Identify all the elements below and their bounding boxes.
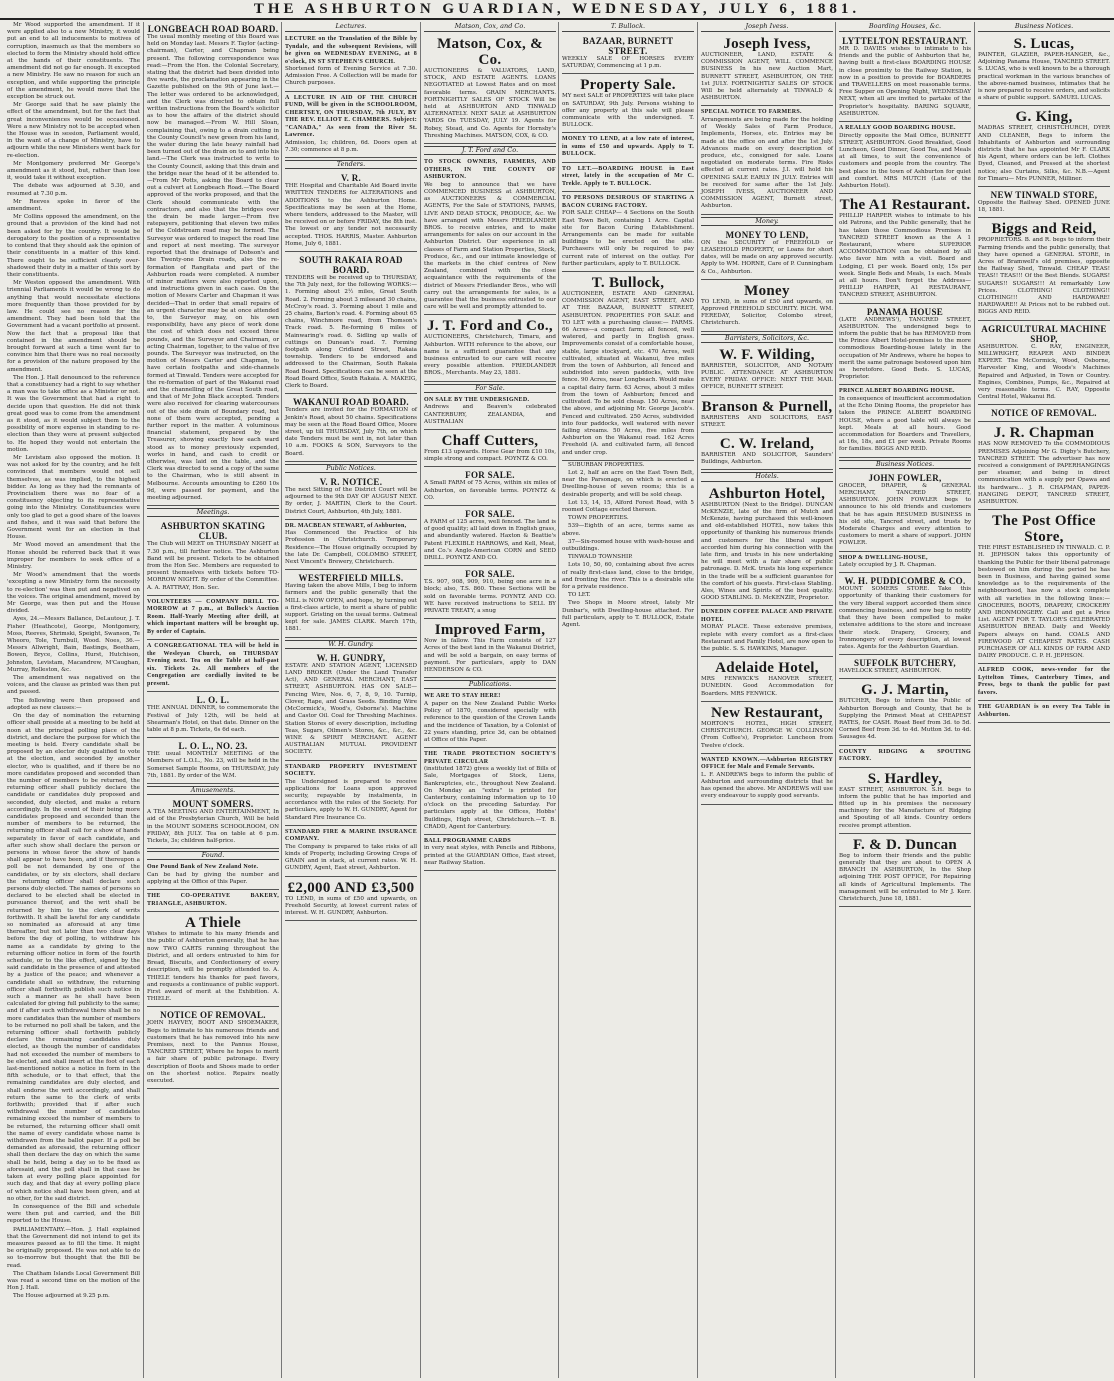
section-heading: Hotels. [701,472,833,481]
ad-heading: The Post Office Store, [992,513,1096,546]
paragraph: Lot 2, half an acre on the East Town Belt, near the Parsonage, on which is erected a Dwelling-house of seven rooms; this is a desirable property, and will be sold cheap. [562,469,694,498]
ad-heading: ALFRED COOK, news-vendor for the Lyttelton Times, Canterbury Times, and Press, begs to thank the public for past favors. [978,667,1110,696]
ad-text: (LATE ANDREWS'), TANCRED STREET, ASHBURTON. The undersigned begs to inform the public that he has REMOVED from the Prince Albert Hotel-premises to the more commodious Boarding-house lately in the occupation of Mr Andrews, where he hopes to merit the same patronage bestowed upon him as heretofore. Good Beds. S. LUCAS, Proprietor. [839,316,971,381]
ad-heading: STANDARD FIRE & MARINE INSURANCE COMPANY. [285,828,417,843]
ad-text: Andrews and Beaven's celebrated CANTERBURY, ZEALANDIA, and AUSTRALIAN [424,404,556,425]
ad-text: BARRISTER AND SOLICITOR, Saunders' Buildings, Ashburton. [701,452,833,466]
ad-text: PROPRIETORS. B. and R. begs to inform their Farming friends and the public generally, that they have opened a GENERAL STORE, in Acres of Bramwell's old premises, opposite the Railway Shed, Tinwald. CHEAP TEAS! TEAS!! TEAS!!! Of the Best Blends. SUGARS! SUGARS!! SUGARS!!! At remarkably Low Prices. CLOTHING! CLOTHING!! CLOTHING!!! AND HARDWARE! HARDWARE!! At Prices not to be rubbed out. BIGGS AND REID. [978,237,1110,316]
advertisement [701,228,833,280]
ad-heading: W. H. PUDDICOMBE & CO. [844,576,966,587]
ad-heading: A LECTURE IN AID OF THE CHURCH FUND, Will be given in the SCHOOLROOM, CHERTSEY, ON THURSDAY, 7th JULY, BY THE REV. ELLIOT E. CHAMBERS. Subject: "CANADA," As seen from the River St. Lawrence. [285,94,417,139]
advertisement [424,691,556,748]
column-4 [420,22,559,1378]
advertisement [147,693,279,738]
ad-heading: Adelaide Hotel, [715,660,819,677]
ad-text: AUCTIONEERS, Christchurch, Timaru, and Ashburton. WITH reference to the above, our name is a sufficient guarantee that any business entrusted to our care will receive every possible attention. FRIEDLANDER BROS., Merchants. May 23, 1881. [424,334,556,377]
advertisement [147,597,279,641]
ad-heading: A Thiele [185,915,241,932]
ad-heading: VOLUNTEERS — COMPANY DRILL TO-MORROW at 7 p.m., at Bullock's Auction Room. Half-Yearly Meeting after drill, at which important matters will be brought up. By order of Captain. [147,598,279,635]
ad-text: MRS FENWICK'S HANOVER STREET, DUNEDIN. Good Accommodation for Boarders. MRS FENWICK. [701,676,833,697]
section-heading: Found. [147,851,279,860]
paragraph: Mr Wood supported the amendment. If it were applied also to a new Ministry, it would put an end to all inducements to motives of corruption, inasmuch as that the members so elected to form the Ministry should hold office at the hands of their constituents. The amendment did not go far enough. It excepted a new Ministry. He saw no reason for such an exception, and while supporting the principle of the amendment, he would move that the exception be struck out. [7,22,140,101]
ad-text: THE FIRST ESTABLISHED IN TINWALD. C. P. H. JEPHSON takes this opportunity of thanking the Public for their liberal patronage bestowed on him during the period he has been in Business, and having gained some knowledge as to the requirements of the neighbourhood, has now a stock complete with all varieties in the following lines:— GROCERIES, BOOTS, DRAPERY, CROCKERY AND IRONMONGERY. Call and get a Price List. AGENT FOR T. TAYLOR'S CELEBRATED ASHBURTON BREAD. Daily and Weekly Papers always on hand. COALS AND FIREWOOD AT CHEAPEST RATES. CASH PURCHASER OF ALL KINDS OF FARM AND DAIRY PRODUCE. C. P. H. JEPHSON. [978,545,1110,660]
ad-heading: JOHN FOWLER, [868,472,942,483]
column-heading: T. Bullock. [562,22,694,32]
ad-text: JOHN HAYVEY, BOOT AND SHOEMAKER, Begs to intimate to his numerous friends and customers that he has removed into his new Premises, next to the Pannus House, TANCRED STREET, Where he hopes to merit a fair share of public patronage. Every description of Boots and Shoes made to order on the shortest notice. Repairs neatly executed. [147,1020,279,1084]
advertisement [978,34,1110,106]
advertisement [424,431,556,467]
ad-heading: PANAMA HOUSE [866,306,944,317]
advertisement [424,507,556,566]
ad-text: A TEA MEETING AND ENTERTAINMENT, In aid of the Presbyterian Church, Will be held in the MOUNT SOMERS SCHOOLROOM, ON FRIDAY, 8th JULY. Tea on table at 6 p.m. Tickets, 3s; children half-price. [147,809,279,844]
ad-text: The Undersigned is prepared to receive applications for Loans upon approved security, repayable by instalments, in accordance with the rules of the Society. For particulars, apply to W. H. GUNDRY, Agent for Standard Fire Insurance Co. [285,778,417,821]
advertisement [978,406,1110,422]
paragraph: On the day of nomination the returning officer shall preside at a meeting to be held at noon at the principal polling place of the district, and declare the purpose for which the meeting is held. Every candidate shall be proposed by an elector duly qualified to vote at the election, and seconded by another elector, who is qualified, and if there be no more candidates proposed and seconded than the number of members to be returned, the returning officer shall publicly declare the candidate or candidates duly proposed and seconded, duly elected, and make a return accordingly. In the event of their being more candidates proposed and seconded than the number of members to be returned, the returning officer shall call for a show of hands separately in favor of each candidate, and after such show shall declare the person or persons in whose favor the show of hands shall appear to have been, and if thereupon a poll be not demanded by one of the candidates, or by six electors, shall declare the returning officer shall declare such persons duly elected. The names of persons so declared to be elected shall be elected in pursuance thereof, and the writ shall be returned by him to the clerk of writs forthwith. It shall be lawful for any candidate so nominated as aforesaid at any time thereafter, but not later than two clear days before the day of polling, to withdraw his name as a candidate by giving to the returning officer notice in form of the fourth schedule, or to the like effect, signed by the said candidate in the presence of and attested by a justice of the peace; and whenever a candidate shall so withdraw, the returning officer shall forthwith publish such notice in such a manner as he shall have been calculated for giving full publicity to the same; and if after such withdrawal there shall be no more candidates than the number of members to be returned no poll shall be taken, and the returning officer shall forthwith publicly declare the remaining candidates duly elected, as though the number of candidates had not exceeded the number of members to be elected, and shall insert at the foot of each last-mentioned notice a notice in form in the fifth schedule, or to that effect, that the remaining candidates are duly elected, and shall endorse the writ accordingly, and shall return the same to the clerk of writs forthwith; provided that if after such withdrawal the number of candidates remaining exceed the number of members to be returned, the returning officer shall omit the name of every candidate whose name is withdrawn from the ballot paper. If a poll be demanded as aforesaid, the returning officer shall then declare the day on which the same shall be held, being a day so to be fixed as aforesaid, and the poll shall in that case be taken at every polling place appointed for such day, and that day at every polling place of which notice shall have been given, and at no other, for the said district. [7,713,140,1202]
advertisement [147,862,279,890]
ad-text: Lately occupied by J. R. Chapman. [839,562,937,569]
paragraph: TO LET. [568,592,591,599]
ad-heading: DR. MACBEAN STEWART, of Ashburton, [285,522,407,529]
paragraph: The Hon. J. Hall denounced to the reference that a constituency had a right to say whether a man was to take office as a Minister or not. It was the Government that had a right to decide upon that question. He did not think great good was to come from the amendment as it stood, as it would subject them to the possibility of more expense in standing to re-election than they were at present subjected to. He hoped they would not entertain the motion. [7,374,140,453]
ad-text: TO LEND, in sums of £50 and upwards, on Freehold Security, at lowest current rates of interest. W. H. GUNDRY, Ashburton. [285,895,417,916]
advertisement [562,34,694,74]
ad-text: THE ANNUAL DINNER, to commemorate the Festival of July 12th, will be held at Shearman's Hotel, on that date. Dinner on the table at 8 p.m. Tickets, 6s 6d each. [147,705,279,733]
column-5 [558,22,697,1378]
advertisement [978,107,1110,187]
ad-text: WEEKLY SALE OF HORSES EVERY SATURDAY, Commencing at 1 p.m. [562,56,694,70]
ad-heading: WESTERFIELD MILLS. [298,573,404,584]
advertisement [285,171,417,252]
paragraph: Mr Reeves spoke in favor of the amendment. [7,198,140,213]
ad-heading: MONEY TO LEND, [725,229,809,240]
advertisement [978,423,1110,510]
paragraph: Two Shops in Moore street, lately Mr Dunbar's, with Dwelling-house attached. For full particulars, apply to T. BULLOCK, Estate Agent. [562,600,694,628]
paragraph: Mr Wood's amendment that the words 'excepting a new Ministry form the necessity to re-election' was then put and negatived on the voices. The original amendment, moved by Mr George, was then put and the House divided. [7,572,140,615]
ad-heading: Branson & Purnell, [701,398,833,415]
ad-heading: THE TRADE PROTECTION SOCIETY'S PRIVATE CIRCULAR [424,751,556,765]
ad-heading: LYTTELTON RESTAURANT. [842,36,968,46]
ad-heading: WANTED KNOWN.—Ashburton REGISTRY OFFICE for Male and Female Servants. [701,756,833,771]
advertisement [285,395,417,461]
advertisement [424,468,556,506]
ad-heading: Money [744,282,790,299]
ad-heading: THE CO-OPERATIVE BAKERY, TRIANGLE, ASHBURTON. [147,893,279,907]
advertisement [424,157,556,315]
paragraph: TOWN PROPERTIES. [568,515,629,522]
advertisement [285,93,417,158]
paragraph: Mr Levistam also opposed the motion. It was not asked for by the country, and he felt convinced that members would not sell themselves, as was implied, to the highest bidder. As long as they had the remnants of Provincialism there was no fear of a constituency objecting to its representative going into the Ministry. Constituencies were only too glad to get a good share of the loaves and fishes, and it was said that before the Government went for an election in that House. [7,454,140,541]
ad-text: Beg to inform their friends and the public generally that they are about to OPEN A BRANCH IN ASHBURTON, In the Shop adjoining THE POST OFFICE, For Repairing all kinds of Agricultural Implements. The management will be entrusted to Mr J. Kerr. Christchurch, June 18, 1881. [839,852,971,902]
ad-heading: £2,000 AND £3,500 [287,879,415,896]
ad-text: Directly opposite the Mail Office, BURNETT STREET, ASHBURTON. Good Breakfast, Good Luncheon, Good Dinner, Good Tea, and Meals at all times, to suit the convenience of customers and people from the country. The best place in the town of Ashburton for quiet and comfort. MRS MUTCH (Late of the Ashburton Hotel). [839,132,971,189]
ad-heading: COUNTY RIDGING & SPOUTING FACTORY. [839,748,971,763]
advertisement [839,305,971,386]
advertisement [701,755,833,805]
ad-heading: Chaff Cutters, [441,432,539,449]
ad-heading: BALL PROGRAMME CARDS [424,837,512,844]
ad-heading: STANDARD PROPERTY INVESTMENT SOCIETY. [285,763,417,778]
paragraph: The House adjourned at 9.25 p.m. [13,1293,110,1300]
ad-heading: BAZAAR, BURNETT STREET. [582,36,674,56]
ad-heading: SUFFOLK BUTCHERY, [854,658,956,669]
advertisement [285,878,417,922]
column-heading: Matson, Cox, and Co. [424,22,556,32]
section-heading: Tenders. [285,160,417,169]
ad-text: THE usual MONTHLY MEETING of the Members of L.O.L., No. 23, will be held in the Somerset Sample Rooms, on THURSDAY, July 7th, 1881. By order of the W.M. [147,751,279,779]
section-heading: Publications. [424,680,556,689]
ad-heading: Improved Farm, [434,622,546,639]
ad-text: HAVELOCK STREET, ASHBURTON. [839,668,942,675]
ad-heading: PRINCE ALBERT BOARDING HOUSE. [839,388,955,395]
column-heading: Business Notices. [978,22,1110,32]
ad-heading: C. W. Ireland, [719,436,815,453]
ad-text: A Small FARM of 75 Acres, within six miles of Ashburton, on favorable terms. POYNTZ & CO. [424,480,556,501]
advertisement [701,607,833,657]
ad-heading: ON SALE BY THE UNDERSIGNED. [424,396,530,403]
ad-text: Arrangements are being made for the holding of Weekly Sales of Farm Produce, Implements, Horses, etc. Entries may be made at the office on and after the 1st July. Advances made on every description of produce, etc., consigned for sale. Loans negotiated on moderate terms. Fire Risks effected at current rates. J.I. will hold his OPENING SALE EARLY IN JULY. Entries will be received for same after the 1st July. JOSEPH IVESS, AUCTIONEER AND COMMISSION AGENT, Burnett street, Ashburton. [701,116,833,210]
ad-text: A FARM of 125 acres, well fenced. The land is of good quality; all laid down in English grass, and abundantly watered. Haxton & Beattie's Patent FLEXIBLE HARROWS, and Kell, Meat, and Co.'s Anglo-American CORN and SEED DRILL. POYNTZ AND CO. [424,518,556,561]
advertisement [562,134,694,163]
ad-text: PAINTER, GLAZIER, PAPER-HANGER, &c., Adjoining Panama House, TANCRED STREET. S. LUCAS, who is well known to be a thorough practical workman in the various branches of the above-named business, intimates that he is now prepared to receive orders, and solicits a share of public support. SAMUEL LUCAS. [978,52,1110,102]
ad-heading: A REALLY GOOD BOARDING HOUSE. [839,125,956,132]
paragraph: Mr Wood moved an amendment that the Honse should be referred back that it was improper for members to seek office of a Ministry. [7,542,140,571]
advertisement [285,475,417,520]
ad-text: ESTATE AND STATION AGENT, LICENSED LAND BROKER (Under the Land Transfer Act), AND GENERAL MERCHANT, EAST STREET, ASHBURTON. HAS ON SALE— Fencing Wire, Nos. 6, 7, 8, 9, 10. Turnip, Clover, Rape, and Grass Seeds. Binding Wire (McCormick's, Wood's, Osborne's). Machine and Castor Oil. Coal for Threshing Machines. Station Stores of every description, including Teas, Sugars, Oilmen's Stores, &c., &c., &c. WINE & SPIRIT MERCHANT. AGENT AUSTRALIAN MUTUAL PROVIDENT SOCIETY. [285,662,417,756]
ad-heading: LONGBEACH ROAD BOARD. [147,24,279,34]
paragraph: 539—Eighth of an acre, terms same as above. [562,523,694,537]
ad-heading: DUNEDIN COFFEE PALACE AND PRIVATE HOTEL [701,609,833,623]
paragraph: The Chatham Islands Local Government Bill was read a second time on the motion of the Hon J. Hall. [7,1270,140,1292]
ad-heading: TO LET.—BOARDING HOUSE in East street, lately in the occupation of Mr C. Trekle. Apply to T. BULLOCK. [562,165,694,187]
ad-text: Has Commenced the Practice of his Profession in Christchurch. Temporary Residence—The House originally occupied by the late Dr. Campbell, COLOMBO STREET, Next Vincent's Brewery, Christchurch. [285,530,417,566]
ad-text: MORAY PLACE. These extensive premises, replete with every comfort as a first-class Restaurant and Family Hotel, are now open to the public. S. S. HAWKINS, Manager. [701,624,833,653]
section-heading: J. T. Ford and Co. [424,146,556,155]
advertisement [147,739,279,784]
advertisement [285,762,417,826]
column-3 [281,22,420,1378]
ad-text: From £13 upwards. Horse Gear from £10 10s, simple strong and compact. POYNTZ & CO. [424,448,556,463]
advertisement [839,680,971,745]
ad-text: The usual monthly meeting of this Board was held on Monday last. Messrs F. Taylor (acting-chairman), Carter, and Chapman being present. The following correspondence was read:—From the Hon. the Colonial Secretary, stating that the district had been divided into five wards, the proclamation appearing in the Gazette published on the 9th of June last.—The letter was ordered to be acknowledged, and the Clerk was directed to obtain full written instructions from the Board's solicitor as to how the affairs of the district should now be managed.—From W. Hill Sloan, complaining that, owing to a drain cutting in the County Council's new green from his land, the water during the late heavy rainfall had been turned out of the drain on to and into his land.—The Clerk was instructed to write to the County Council, asking that this drain and the bridge near the head of it be attended to.—From Mr Potts, asking the Board to clear out a culvert at Longbeach Road.—The Board approved of the works proposed, and that the Clerk should communicate with the contractors, and also that the bridges over the drain be made larger.—From five ratepayers, petitioning that eleven two miles of the Coldstream road may be formed. The Surveyor was ordered to inspect the road line and report at next meeting. The surveyor reported that the drainage of Dobson's and the Twenty-one Drain roads, also the re-formation of Rangitata and part of the Ashburton roads were completed. A number of minor matters were also reported upon, and instructions given in each case. On the motion of Messrs Carter and Chapman it was decided—That in order that small repairs of an urgent character may be at once attended to, the Surveyor may, on his own responsibility, have any piece of work done the cost of which does not exceed three pounds, and the Surveyor and Chairman, or acting Chairman, together, to the value of five pounds. The Surveyor was instructed, on the motion of Messrs Carter and Chapman, to have certain footpaths and side-channels formed at Tinwald. Tenders were accepted for the re-formation of part of the Wakanui road and the channelling of the Great South road, and that of Mr John Black accepted. Tenders were also received for clearing watercourses out of the side drain of Boundary road, but none of them were accepted, pending a further report in the matter. A voluminous financial statement, prepared by the Treasurer, showing exactly how each ward stood as to money previously expended, works in hand, and cash to credit or otherwise, was laid on the table, and the Clerk was directed to send a copy of the same to the Chairman, who is still absent in Melbourne. Accounts amounting to £260 10s 9d, were passed for payment, and the meeting adjourned. [147,34,279,501]
ad-text: MORTON'S HOTEL, HIGH STREET, CHRISTCHURCH. GEORGE W. COLLINSON (From Coffee's), Proprietor. Luncheon from Twelve o'clock. [701,720,833,749]
ad-heading: Joseph Ivess, [723,36,811,52]
ad-heading: Biggs and Reid, [991,221,1097,238]
paragraph: The debate was adjourned at 5.30, and resumed at 7.30 p.m. [7,183,140,197]
ad-heading: NOTICE OF REMOVAL. [991,408,1097,419]
ad-heading: New Restaurant, [711,704,823,721]
ad-heading: V. R. NOTICE. [319,476,383,487]
advertisement [839,195,971,303]
advertisement [701,107,833,214]
ad-heading: SPECIAL NOTICE TO FARMERS. [701,109,802,116]
paragraph: Mr Montgomery preferred Mr George's amendment as it stood, but, rather than lose it, would take it without exception. [7,160,140,182]
advertisement [978,188,1110,218]
paragraph: Lot 13, 14, 15, Alford Forest Road, with 5 roomed Cottage erected thereon. [562,499,694,513]
ad-text: In consequence of insufficient accommodation at the Echo Dining Rooms, the proprietor has taken the PRINCE ALBERT BOARDING HOUSE, where a good table will always be kept. Meals at all hours. Good accommodation for Boarders and Travellers, at 16s, 18s, and £1 per week. Private Rooms for families. BIGGS AND REID. [839,395,971,453]
paragraph: Mr George said that he saw plainly the effect of the amendment, but for the fact that great inconveniences would be occasioned. Were a new Ministry not to be accepted when the House was in session, Parliament would, in the want of a change of Ministry, have to adjourn while the new Ministers went back for re-election. [7,102,140,159]
ad-text: BUTCHER, Begs to inform the Public of Ashburton Borough and County, that he is Supplying the Primest Meat at CHEAPEST RATES, for CASH. Roast Beef from 3d. to 5d. Corned Beef from 3d. to 4d. Mutton 3d. to 4d. Sausages 4d. [839,698,971,741]
ad-heading: G. King, [1015,109,1073,126]
paragraph: SUBURBAN PROPERTIES. [568,461,645,468]
ad-text: Wishes to intimate to his many friends and the public of Ashburton generally, that he has now TWO CARTS running throughout the District, and all orders entrusted to him for Bread, Biscuits, and Confectionery of every description, will be promptly attended to. A. THIELE tenders his thanks for past favors, and requests a continuance of public support. First award of merit at the Exhibition. A. THIELE. [147,931,279,1003]
paragraph: Mr Collins opposed the amendment, on the ground that a provision of the kind had not been asked for by the country. It would be derogatory to the position of a representative to contend that they should ask the opinion of their constituents in a matter of this kind. There ought to be sufficient clearly over-shadowed their duty in a matter of this sort by their constituents. [7,214,140,278]
paragraph: Mr Weston opposed the amendment. With triennial Parliaments it would be wrong to do anything that would necessitate elections more frequently than those provided for by law. He could see no reason for the amendment. They had been told that the Government had a vacant portfolio at present. Now the fact that a proposal like that contained in the amendment should be brought forward at such a time went far to convince him that there was no real necessity for a provision of the nature proposed by the amendment. [7,280,140,373]
advertisement [701,658,833,702]
ad-text: A paper on the New Zealand Public Works Policy of 1870, considered specially with reference to the question of the Crown Lands and the incidence of Taxation, by a Colonist of 22 years standing, price 3d, can be obtained at Office of this Paper. [424,700,556,743]
paragraph: Ayes, 24.—Messrs Ballance, DeLautour, J. T. Fisher (Heathcote), George, Montgomery, Moss, Reeves, Shrimski, Speight, Swanson, Te Wheoro, Tole, Turnbull, Wood. Noes, 36.—Messrs Allwright, Bain, Bastings, Beetham, Bowen, Bryce, Collins, Hurst, Hutchison, Johnston, Levistam, Macandrew, M'Caughan, Murray, Rolleston, &c. [7,616,140,673]
paragraph: PARLIAMENTARY.—Hon. J. Hall explained that the Government did not intend to get its measures passed as to fill the time. It might be originally proposed. He was not able to do so to-morrow but thought that the Bill be read. [7,1226,140,1269]
ad-heading: MOUNT SOMERS. [172,799,254,810]
advertisement [701,345,833,396]
ad-heading: TO STOCK OWNERS, FARMERS, AND OTHERS, IN THE COUNTY OF ASHBURTON. [424,159,556,181]
ad-heading: NEW TINWALD STORE, [990,190,1098,201]
ad-heading: J. T. Ford and Co., [426,318,553,335]
advertisement [424,836,556,871]
ad-heading: MONEY TO LEND, at a low rate of interest, in sums of £50 and upwards. Apply to T. BULLOCK. [562,136,694,158]
ad-text: TO LEND, in sums of £50 and upwards, on Approved FREEHOLD SECURITY. RICH. WM. FEREDAY, Solicitor, Colombo street, Christchurch. [701,298,833,327]
ad-text: Shortened form of Evening Service at 7.30. Admission Free. A Collection will be made for Church purposes. [285,66,417,87]
advertisement [839,34,971,122]
section-heading: Barristers, Solicitors, &c. [701,334,833,343]
section-heading: For Sale. [424,384,556,393]
column-7 [835,22,974,1378]
ad-text: MR D. DAVIES wishes to intimate to his friends and the public of Ashburton that he, having built a first-class BOARDING HOUSE in close proximity to the Railway Station, is now in a position to provide for BOARDERS and TRAVELLERS on most reasonable terms. Free Supper on Opening Night, WEDNESDAY NEXT, when all are invited to partake of the Proprietor's hospitality. BARING SQUARE, ASHBURTON. [839,46,971,117]
ad-heading: WE ARE TO STAY HERE! [424,693,501,700]
ad-text: AUCTIONEER, LAND, ESTATE & COMMISSION AGENT, WILL COMMENCE BUSINESS In his new Auction Mart, BURNETT STREET, ASHBURTON, ON THE 1st JULY. FORTNIGHTLY SALES OF STOCK Will be held alternately at TINWALD & ASHBURTON. [701,52,833,102]
ad-text: BARRISTER, SOLICITOR, AND NOTARY PUBLIC. ATTENDANCE AT ASHBURTON EVERY FRIDAY. OFFICE: NEXT THE MAIL OFFICE, BURNETT STREET. [701,362,833,391]
ad-heading: SHOP & DWELLING-HOUSE, [839,554,928,561]
ad-heading: S. Lucas, [1013,36,1075,52]
advertisement [839,769,971,834]
ad-heading: L. O. L., NO. 23. [178,741,248,752]
ad-heading: One Pound Bank of New Zealand Note. [147,864,259,871]
advertisement [424,749,556,835]
ad-text: in very neat styles, with Pencils and Ribbons, printed at the GUARDIAN Office, East street, near Railway Station. [424,845,556,866]
advertisement [147,519,279,595]
ad-text: BARRISTERS AND SOLICITORS, EAST STREET. [701,414,833,428]
advertisement [147,797,279,849]
column-heading: Joseph Ivess. [701,22,833,32]
advertisement [285,571,417,637]
ad-heading: THE GUARDIAN is on every Tea Table in Ashburton. [978,704,1110,718]
ad-text: Having taken the above Mills, I beg to inform farmers and the public generally that the MILL is NOW OPEN, and hope, by turning out a first-class article, to merit a share of public support. Gristing on the usual terms. Oatmeal kept for sale. JAMES CLARK. March 17th, 1881. [285,583,417,633]
advertisement [839,123,971,194]
section-heading: Public Notices. [285,464,417,473]
ad-text: PHILLIP HARPER wishes to intimate to his old Patrons, and the Public generally, that he has taken those Commodious Premises in TANCRED STREET known as the A 1 Restaurant, where SUPERIOR ACCOMMODATION can be obtained by all who favor him with a visit. Board and Lodging, £1 per week. Board only, 15s per week. Single Beds and Meals, 1s each. Meals at all hours. Don't forget the Address— PHILLIP HARPER, A1 RESTAURANT, TANCRED STREET, ASHBURTON. [839,213,971,299]
advertisement [562,75,694,133]
ad-text: ASHBURTON. C. RAY, ENGINEER, MILLWRIGHT, REAPER AND BINDER EXPERT. The McCormick, Wood, Osborne, Harvester King, and Woods's Machines Repaired and Adjusted, in Town or Country. Engines, Combines, Pumps, &c., Repaired at very reasonable terms. C. RAY, Opposite Central Hotel, Wakanui Rd. [978,343,1110,401]
article-body [562,462,694,629]
section-heading: Business Notices. [839,460,971,469]
advertisement [701,281,833,332]
ad-heading: A CONGREGATIONAL TEA will be held in the Wesleyan Church, on THURSDAY Evening next. Tea on the Table at half-past six. Tickets 2s. All members of the Congregation are cordially invited to be present. [147,643,279,687]
advertisement [701,484,833,607]
column-6 [697,22,836,1378]
ad-heading: Matson, Cox, & Co. [437,36,543,68]
ad-text: The Club will MEET on THURSDAY NIGHT at 7.30 p.m., till further notice. The Ashburton Band will be present. Tickets to be obtained from the Hon Sec. Members are requested to present themselves with tickets before TO-MORROW NIGHT. By order of the Committee. A. A. RATTRAY, Hon. Sec. [147,541,279,591]
ad-heading: FOR SALE. [465,508,515,519]
article-body [7,22,140,1301]
advertisement [839,574,971,655]
ad-heading: J. R. Chapman [993,425,1095,442]
advertisement [562,164,694,193]
section-heading: Amusements. [147,786,279,795]
ad-text: Tenders are invited for the FORMATION of Jenkin's Road, about 50 chains. Specifications may be seen at the Road Board Office, Moore street, up till THURSDAY, July 7th, on which date Tenders must be sent in, not later than 10 a.m. FOOKS & SON, Surveyors to the Board. [285,407,417,457]
ad-text: ASHBURTON (Next to the Bridge). DUNCAN McKENZIE, late of the firm of Mutch and McKenzie, having purchased this well-known and old-established HOTEL, now takes this opportunity of thanking his numerous friends and customers for the liberal support accorded him during his connection with the late firm, and trusts in his new undertaking he will meet with a fair share of public patronage. D. McK. trusts his long experience in the trade will be a sufficient guarantee for the comfort of his guests. First-class Stabling. Ales, Wines and Spirits of the best quality. GOOD STABLING. D. McKENZIE, Proprietor. [701,501,833,602]
ad-heading: FOR SALE. [465,470,515,481]
ad-heading: T. Bullock, [591,275,665,292]
advertisement [978,322,1110,406]
column-heading: Boarding Houses, &c. [839,22,971,32]
advertisement [839,553,971,574]
ad-heading: S. Hardley, [867,770,943,787]
advertisement [562,193,694,272]
advertisement [424,34,556,144]
ad-heading: W. H. GUNDRY, [316,652,386,663]
ad-heading: L. O. L. [196,695,230,706]
column-1 [4,22,143,1378]
ad-text: AUCTIONEER, ESTATE AND GENERAL COMMISSION AGENT, EAST STREET, AND AT THE BAZAAR, BURNETT STREET, ASHBURTON. PROPERTIES FOR SALE and TO LET with a purchasing clause:— FARMS. 66 Acres—a compact farm; all fenced, well watered, and partly in English grass. Improvements consist of a comfortable house, stable, large stockyard, etc. 470 Acres, well cultivated, situated at Wakanui, five miles from the town of Ashburton, all fenced and subdivided into seven paddocks, with live fence. 90 Acres, near Longbeach. Would make a capital dairy farm. 63 Acres, about 3 miles from the town of Ashburton; fenced and cultivated. To be sold cheap. 150 Acres, near the above, and adjoining Mr. George Jacob's. Fenced and cultivated. 250 Acres, subdivided into four paddocks, well watered with never failing streams. 50 Acres, five miles from Ashburton on the Wakanui road. 162 Acres Freehold (A. and cultivated farm, all fenced and under crop. [562,291,694,456]
masthead: THE ASHBURTON GUARDIAN, WEDNESDAY, JULY 6, 1881. [0,0,1114,20]
ad-text: GROCER, DRAPER, & GENERAL MERCHANT, TANCRED STREET, ASHBURTON. JOHN FOWLER begs to announce to his old friends and customers that he has again RESUMED BUSINESS in his old site, Tancred street, and trusts by Moderate Charges and every attention to customers to merit a share of support. JOHN FOWLER. [839,482,971,547]
newspaper-columns [4,22,1112,1378]
ad-text: (instituted 1872) gives a weekly list of Bills of Sale, Mortgages of Stock, Liens, Bankruptcies, etc., throughout New Zealand. On Monday an "extra" is printed for Canterbury, containing information up to 10 o'clock on the preceding Saturday. For particulars apply at the Offices, Hobbs' Buildings, High street, Christchurch.—T. B. CRADD, Agent for Canterbury. [424,766,556,830]
advertisement [701,703,833,754]
column-2 [143,22,282,1378]
advertisement [147,22,279,506]
advertisement [285,827,417,877]
ad-text: MY next SALE of PROPERTIES will take place on SATURDAY, 9th July. Persons wishing to offer any property at this sale will please communicate with the undersigned. T. BULLOCK. [562,93,694,129]
ad-heading: SOUTH RAKAIA ROAD BOARD. [299,255,403,276]
advertisement [562,273,694,461]
advertisement [147,891,279,912]
advertisement [978,511,1110,664]
ad-text: Opposite the Railway Shed. OPENED JUNE 18, 1881. [978,200,1110,214]
advertisement [424,395,556,430]
ad-heading: F. & D. Duncan [852,836,958,853]
ad-heading: V. R. [340,173,362,184]
ad-text: ON the SECURITY of FREEHOLD or LEASEHOLD PROPERTY, or Loans for short dates, will be made on any approved security. Apply to WM. HORNE, Care of P. Cunningham & Co., Ashburton. [701,239,833,275]
advertisement [701,397,833,433]
ad-text: TENDERS will be received up to THURSDAY, the 7th July next, for the following WORKS:— 1. Forming about 2½ miles, Great South Road. 2. Forming about 3 mileeand 30 chains, McCroy's road. 3. Forming about 1 mile and 25 chains, Barton's road. 4. Forming about 65 chains, Winchmore road, from Thomson's Track road. 5. Re-forming 6 miles of Mainwaring's road. 6. Sidling up walls of cuttings on Dunean's road. 7. Forming footpath along Cridland Street, Rakaia township. Tenders to be endorsed and addressed to the Chairman, South Rakaia Road Board. Specifications can be seen at the Road Board Office, South Rakaia. A. MAKEIG, Clerk to Board. [285,275,417,390]
ad-text: THE Hospital and Charitable Aid Board invite WRITTEN TENDERS for ALTERATIONS and ADDITIONS to the Ashburton Home. Specifications may be seen at the Home, where tenders, addressed to the Master, will be received on or before FRIDAY, the 8th inst. The lowest or any tender not necessarily accepted. THOS. HARRIS, Master. Ashburton Home, July 6, 1881. [285,183,417,247]
ad-heading: WAKANUI ROAD BOARD. [293,397,409,408]
ad-heading: FOR SALE. [465,569,515,580]
ad-heading: AGRICULTURAL MACHINE SHOP, [981,323,1107,344]
ad-text: FOR SALE CHEAP— 4 Sections on the South East Town Belt, containing 1 Acre. Capital site for Bacon Curing Establishment. Arrangements can be made for suitable buildings to be erected on the site. Purchasers will only be required to pay current rate of interest on the outlay. For further particulars, apply to T. BULLOCK. [562,210,694,267]
ad-heading: Ashburton Hotel, [708,485,826,502]
ad-text: MOUNT SOMERS STORE. Take this opportunity of thanking their customers for the very liberal support accorded them since commencing business, and now beg to notify that they have been compelled to make extensive additions to the store and increase their stock. Drapery, Grocery, and Ironmongery of every description, at lowest rates. Agents for the Ashburton Guardian. [839,586,971,650]
ad-text: Admission, 1s; children, 6d. Doors open at 7.30; commence at 8 p.m. [285,139,417,153]
advertisement [285,521,417,571]
advertisement [285,253,417,394]
ad-heading: G. J. Martin, [861,682,949,699]
advertisement [978,702,1110,723]
ad-heading: NOTICE OF REMOVAL. [160,1010,266,1021]
advertisement [147,1008,279,1089]
section-heading: Meetings. [147,508,279,517]
advertisement [978,219,1110,320]
ad-text: T.S. 907, 908, 909, 910, being one acre in a block; also, T.S. 860. These Sections will be sold on favorable terms. POYNTZ AND CO. WE have received instructions to SELL BY PRIVATE TREATY, a snug [424,579,556,614]
advertisement [701,434,833,470]
ad-heading: The A1 Restaurant. [839,197,971,214]
advertisement [978,665,1110,701]
paragraph: The following were then proposed and adopted as new clauses:— [7,697,140,711]
section-heading: W. H. Gundry. [285,640,417,649]
ad-text: The Company is prepared to take risks of all kinds of Property, including Growing Crops of GRAIN and in stack, at current rates. W. H. GUNDRY, Agent, East street, Ashburton. [285,843,417,872]
ad-text: MADRAS STREET, CHRISTCHURCH, DYER AND CLEANER, Begs to inform the Inhabitants of Ashburton and surrounding districts that he has appointed Mr F. CLARK his Agent, where orders can be left. Clothes Dyed, Cleaned, and Pressed at the shortest notice; also Curtains, Silks, &c. N.B.—Agent for Timaru— Mrs PUNNER, Milliner. [978,125,1110,182]
advertisement [839,386,971,457]
ad-text: The next Sitting of the District Court will be adjourned to the 9th DAY OF AUGUST NEXT. By order, J. MARTIN, Clerk to the Court. District Court, Ashburton, 4th July, 1881. [285,486,417,515]
paragraph: In consequence of the Bill and schedule were then put and carried, and the Bill reported to the House. [7,1203,140,1225]
ad-heading: W. F. Wilding, [719,346,815,363]
advertisement [285,34,417,92]
paragraph: The amendment was negatived on the voices, and the clause as printed was then put and passed. [7,675,140,696]
ad-text: Can be had by giving the number and applying at the Office of this Paper. [147,871,279,886]
column-8 [974,22,1113,1378]
advertisement [147,913,279,1007]
advertisement [285,651,417,761]
paragraph: TINWALD TOWNSHIP. [568,554,633,561]
ad-heading: LECTURE on the Translation of the Bible by Tyndale, and the subsequent Revisions, will be given on WEDNESDAY EVENING, at 8 o'clock, IN ST STEPHEN'S CHURCH. [285,36,417,65]
paragraph: Lots 10, 50, 60, containing about five acres of really first-class land, close to the bridge, and fronting the river. This is a desirable site for a private residence. [562,562,694,590]
advertisement [424,316,556,381]
ad-heading: Property Sale. [580,77,676,94]
ad-text: Now in fallow. This Farm consists of 127 Acres of the best land in the Wakanui District, and will be sold a bargain, on easy terms of payment. For particulars, apply to DAN HENDERSON & CO. [424,638,556,673]
advertisement [839,747,971,768]
ad-heading: TO PERSONS DESIROUS OF STARTING A BACON CURING FACTORY. [562,195,694,209]
ad-text: We beg to announce that we have COMMENCED BUSINESS at ASHBURTON, as AUCTIONEERS & COMMERCIAL AGENTS, For the Sale of STATIONS, FARMS, LIVE AND DEAD STOCK, PRODUCE, &c. We have arranged with Messrs FRIEDLANDER BROS. to receive entries, and to make arrangements for sales on our account in the Ashburton District. Our experience in all classes of Farm and Station Properties, Stock, Produce, &c., and our intimate knowledge of the markets in the chief centres of New Zealand, combined with the close acquaintance with the requirements of the district of Messrs Friedlander Bros., who will carry out the arrangements for sales, is a guarantee that the business entrusted to our care will be well and promptly attended to. [424,181,556,311]
advertisement [839,656,971,679]
section-heading: Money. [701,217,833,226]
advertisement [839,471,971,552]
ad-text: L. F. ANDREWS begs to inform the public of Ashburton and surrounding districts that he has opened the above. Mr ANDREWS will use every endeavour to supply good servants. [701,771,833,800]
advertisement [424,620,556,678]
advertisement [839,835,971,907]
ad-heading: ASHBURTON SKATING CLUB. [160,521,266,542]
ad-text: HAS NOW REMOVED To the COMMODIOUS PREMISES Adjoining Mr G. Digby's Butchery, TANCRED STREET. The advertiser has now received a consignment of PAPERHANGINGS per steamer, and being in direct communication with a supply per Opawa and its hardware... J. R. CHAPMAN, PAPER-HANGING DEPOT, TANCRED STREET, ASHBURTON. [978,441,1110,505]
ad-text: EAST STREET, ASHBURTON. S.H. begs to inform the public that he has imported and fitted up in his premises the necessary machinery for the Manufacture of Ridging and Spouting of all kinds. Country orders receive prompt attention. [839,786,971,829]
advertisement [701,34,833,106]
advertisement [424,567,556,619]
ad-text: AUCTIONEERS & VALUATORS, LAND, STOCK, AND ESTATE AGENTS. LOANS NEGOTIATED at Lowest Rates and on most favorable terms. GRAIN MERCHANTS. FORTNIGHTLY SALES OF STOCK Will be held at ASHBURTON AND TINWALD ALTERNATELY. NEXT SALE at ASHBURTON YARDS On TUESDAY, JULY 19. Agents for Robey, Stead, and Co. Agents for Hornsby's Threshing Machines. MATSON, COX, & CO. [424,68,556,139]
column-heading: Lectures. [285,22,417,32]
advertisement [147,641,279,692]
paragraph: 37—Six-roomed house with wash-house and outbuildings. [562,538,694,552]
